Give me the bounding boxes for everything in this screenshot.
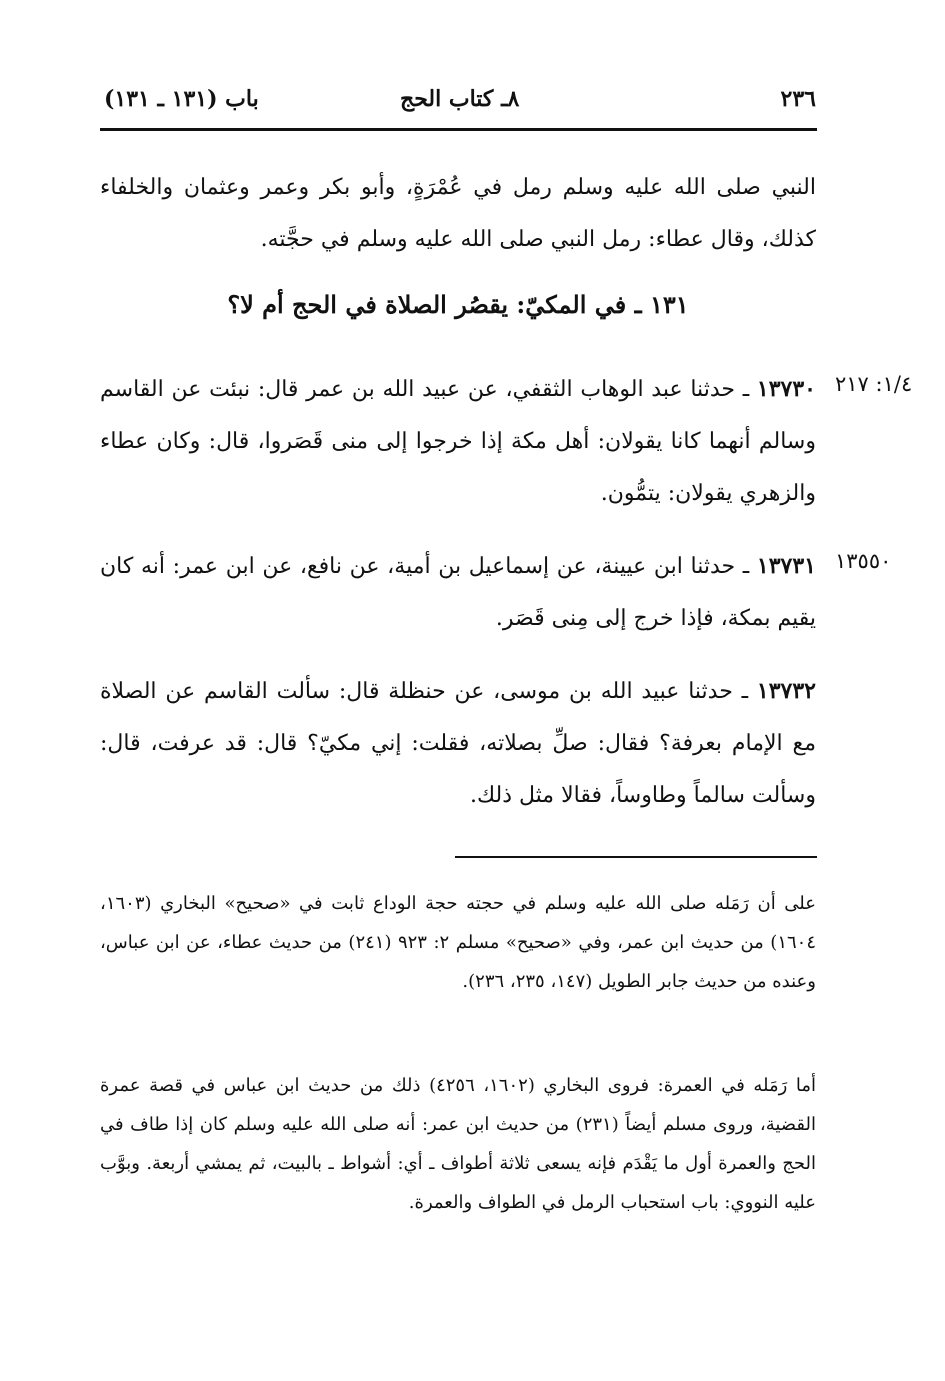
hadith-text: ـ حدثنا عبد الوهاب الثقفي، عن عبيد الله بن عمر قال: نبئت عن القاسم وسالم أنهما كانا يقولان: أهل مكة إذا خرجوا إلى منى قَصَروا، قال: وكان عطاء والزهري يقولان: يتمُّون. — [100, 377, 816, 506]
margin-reference: ١٣٥٥٠ — [835, 549, 892, 573]
hadith-text: ـ حدثنا عبيد الله بن موسى، عن حنظلة قال: سألت القاسم عن الصلاة مع الإمام بعرفة؟ فقال: صلِّ بصلاته، فقلت: إني مكيّ؟ قال: قد عرفت، قال: وسألت سالماً وطاوساً، فقالا مثل ذلك. — [100, 679, 816, 808]
hadith-number: ١٣٧٣١ — [756, 553, 816, 579]
hadith-paragraph — [100, 665, 816, 822]
hadith-text: ـ حدثنا ابن عيينة، عن إسماعيل بن أمية، عن نافع، عن ابن عمر: أنه كان يقيم بمكة، فإذا خرج إلى مِنى قَصَر. — [100, 554, 816, 631]
intro-paragraph: النبي صلى الله عليه وسلم رمل في عُمْرَةٍ، وأبو بكر وعمر وعثمان والخلفاء كذلك، وقال عطاء: رمل النبي صلى الله عليه وسلم في حجَّته. — [100, 175, 816, 252]
margin-reference: ١/٤: ٢١٧ — [835, 372, 913, 396]
hadith-paragraph — [100, 540, 816, 645]
hadith-number: ١٣٧٣٠ — [756, 376, 816, 402]
chapter-range: باب (١٣١ ـ ١٣١) — [104, 86, 259, 112]
page-header — [100, 86, 816, 126]
hadith-number: ١٣٧٣٢ — [756, 678, 816, 704]
chapter-heading: ١٣١ ـ في المكيّ: يقصُر الصلاة في الحج أم لا؟ — [227, 290, 689, 319]
hadith-paragraph — [100, 363, 816, 520]
footnote-paragraph: على أن رَمَله صلى الله عليه وسلم في حجته حجة الوداع ثابت في «صحيح» البخاري (١٦٠٣، ١٦٠٤) من حديث ابن عمر، وفي «صحيح» مسلم ٢: ٩٢٣ (٢٤١) من حديث عطاء، عن ابن عباس، وعنده من حديث جابر الطويل (١٤٧، ٢٣٥، ٢٣٦). — [100, 893, 816, 992]
page-number: ٢٣٦ — [780, 86, 816, 112]
footnote-divider — [455, 856, 817, 858]
header-divider — [100, 128, 817, 131]
book-title: ٨ـ كتاب الحج — [400, 86, 520, 112]
footnote-paragraph: أما رَمَله في العمرة: فروى البخاري (١٦٠٢، ٤٢٥٦) ذلك من حديث ابن عباس في قصة عمرة القضية، وروى مسلم أيضاً (٢٣١) من حديث ابن عمر: أنه صلى الله عليه وسلم كان إذا طاف في الحج والعمرة أول ما يَقْدَم فإنه يسعى ثلاثة أطواف ـ أي: أشواط ـ بالبيت، ثم يمشي أربعة. وبوَّب عليه النووي: باب استحباب الرمل في الطواف والعمرة. — [100, 1075, 816, 1213]
